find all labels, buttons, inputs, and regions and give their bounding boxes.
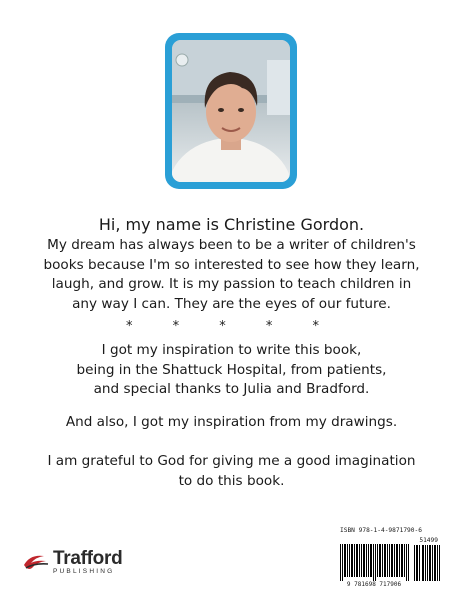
drawings-line: And also, I got my inspiration from my drawings. <box>65 414 398 430</box>
publisher-name: Trafford <box>53 548 123 569</box>
publisher-tagline: PUBLISHING <box>53 568 115 575</box>
gratitude-line: I am grateful to God for giving me a good imagination <box>47 453 416 469</box>
inspiration-line: I got my inspiration to write this book, <box>101 342 362 358</box>
barcode-digits: 9 781698 717906 <box>346 581 402 588</box>
gratitude-paragraph <box>0 452 463 491</box>
isbn-text: ISBN 978-1-4-9871790-6 <box>340 527 422 534</box>
greeting-heading: Hi, my name is Christine Gordon. <box>98 215 365 234</box>
bio-line: any way I can. They are the eyes of our future. <box>72 295 391 312</box>
isbn-barcode <box>338 527 442 589</box>
author-photo <box>172 40 290 182</box>
trafford-publishing-logo <box>22 549 122 576</box>
barcode-bars <box>340 544 410 581</box>
bio-line: laugh, and grow. It is my passion to teach children in <box>51 276 412 292</box>
bio-line: books because I'm so interested to see how they learn, <box>43 256 420 273</box>
inspiration-line: and special thanks to Julia and Bradford. <box>93 381 370 397</box>
star-divider: * * * * * <box>125 319 338 334</box>
bio-line: My dream has always been to be a writer of children's <box>47 237 416 253</box>
price-addon-bars <box>414 545 440 581</box>
gratitude-line: to do this book. <box>178 472 285 489</box>
price-code: 51499 <box>419 537 438 544</box>
author-photo-frame <box>165 33 297 189</box>
inspiration-paragraph <box>0 341 463 400</box>
author-intro <box>0 214 463 314</box>
inspiration-line: being in the Shattuck Hospital, from patients, <box>76 361 387 378</box>
trafford-swoosh-icon <box>22 551 50 573</box>
